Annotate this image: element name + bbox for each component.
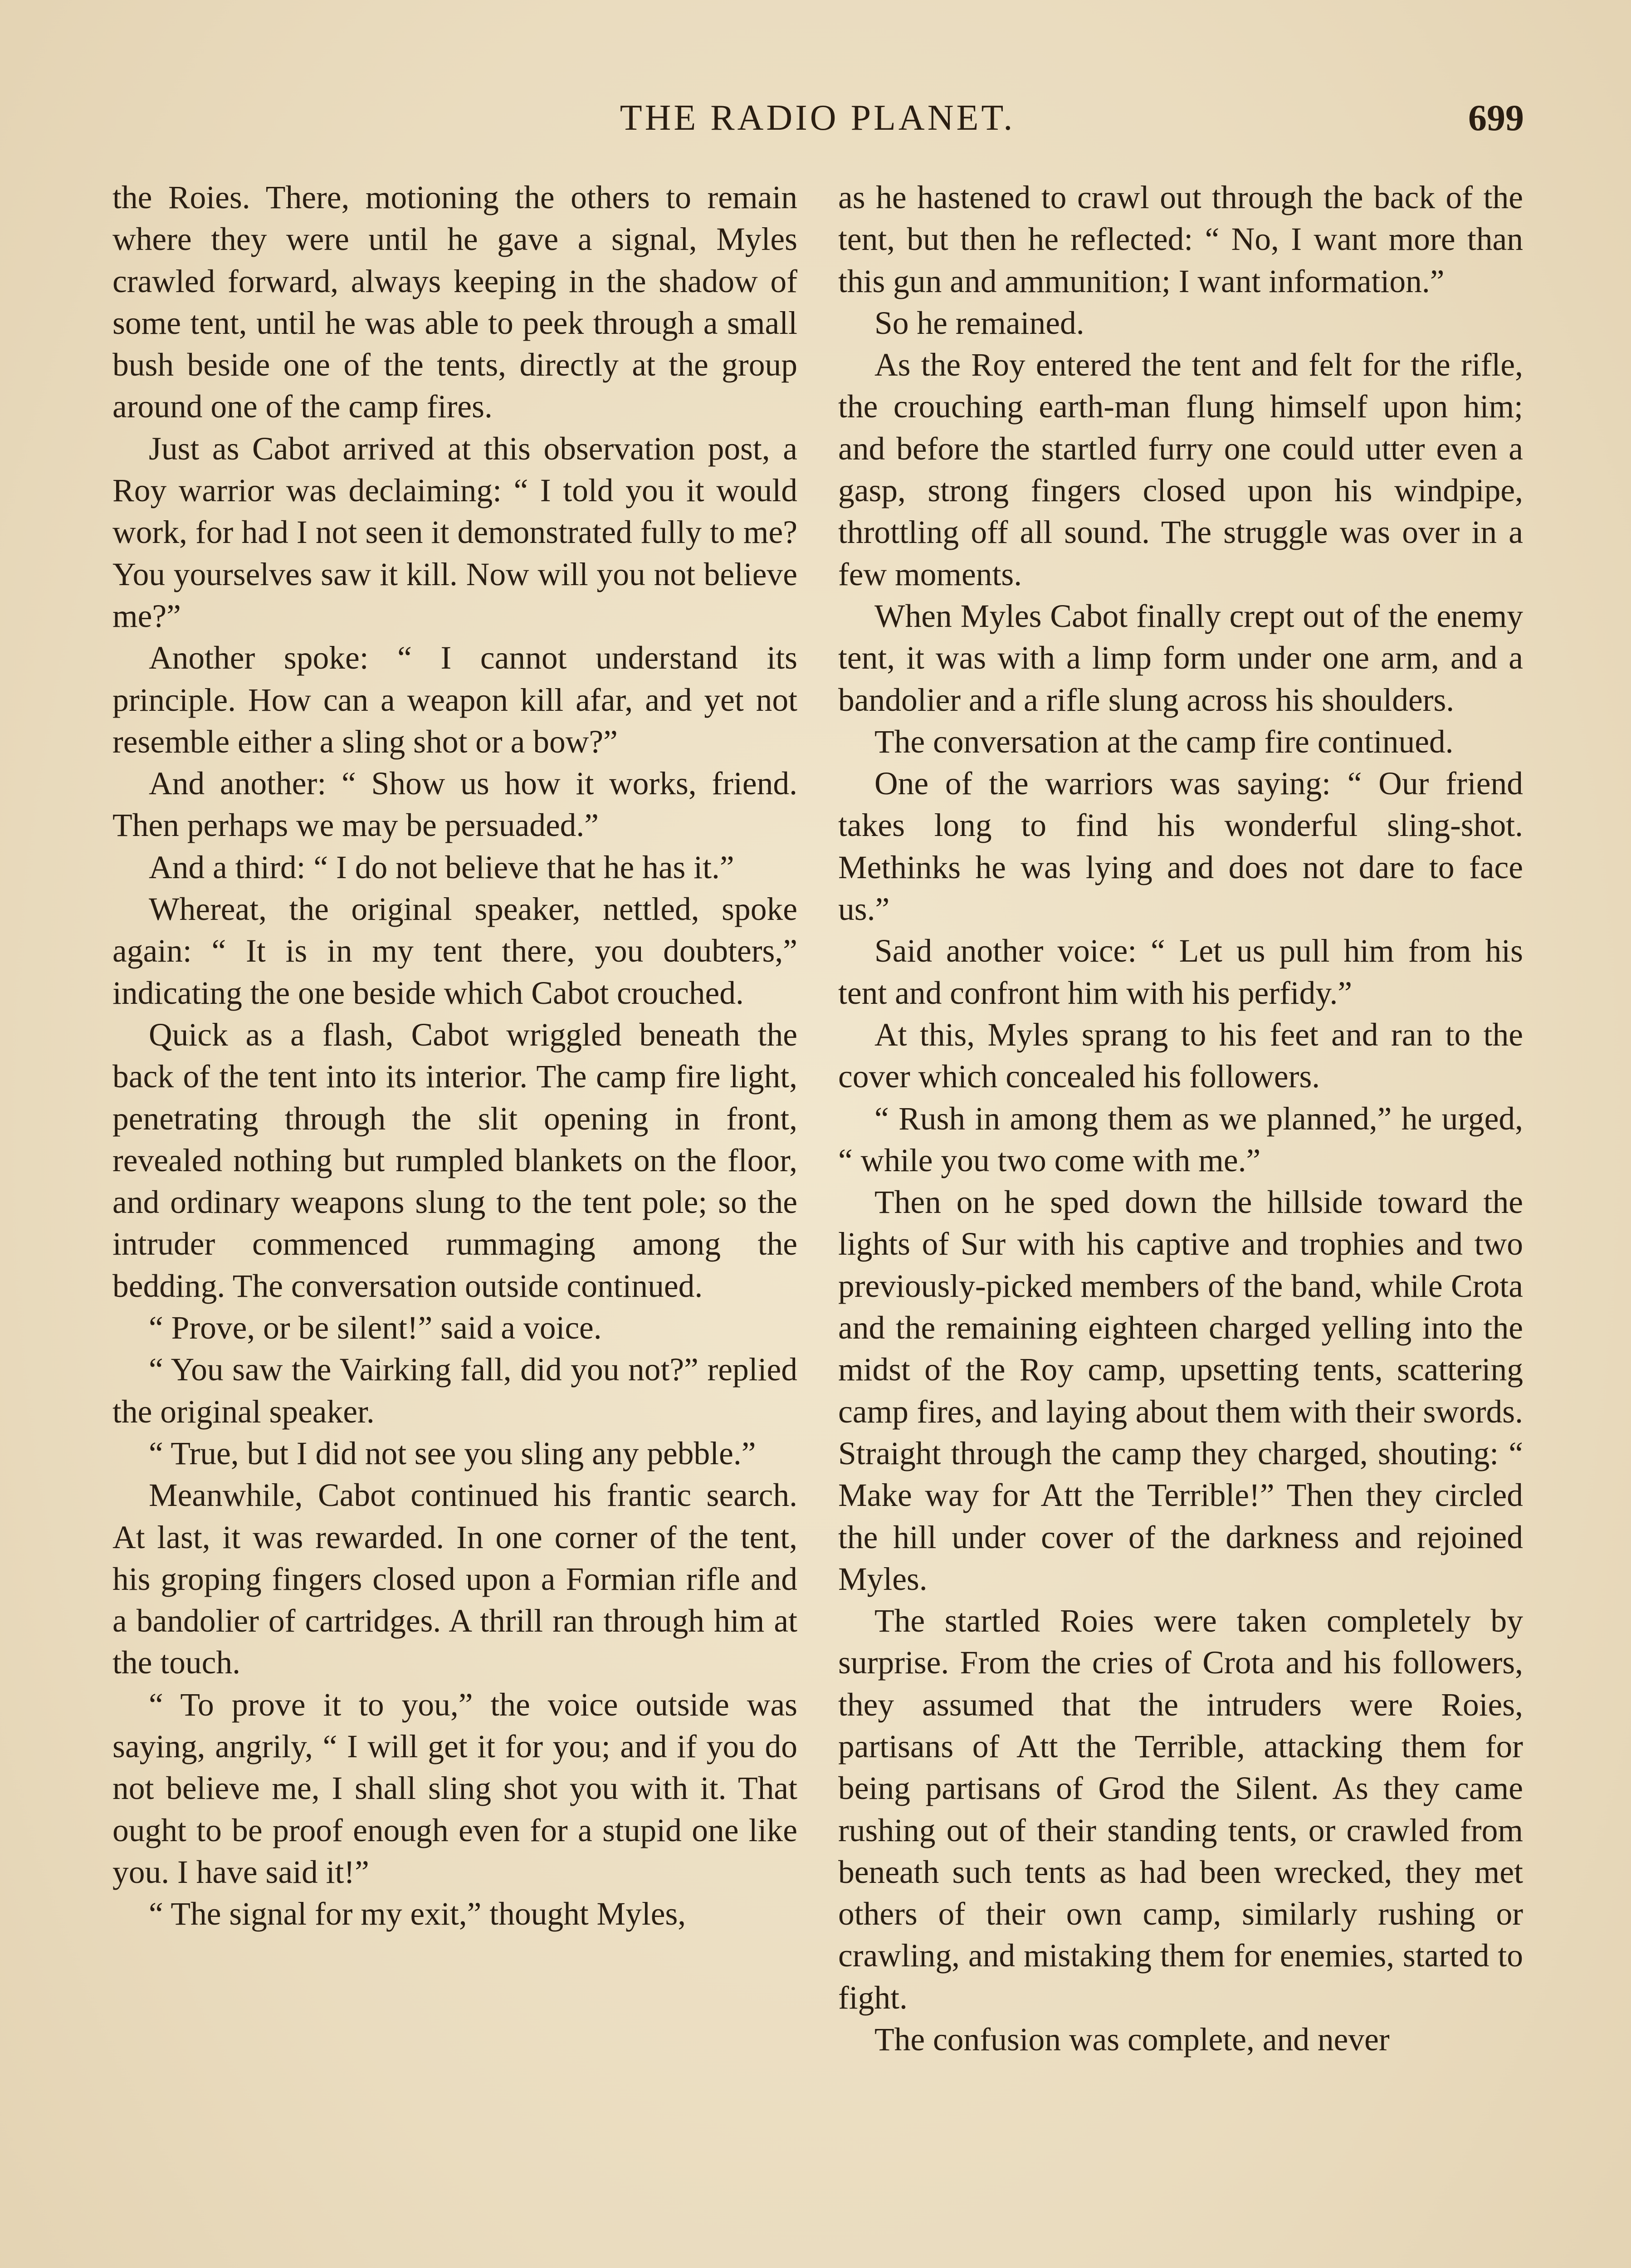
paragraph: Said another voice: “ Let us pull him from his tent and confront him with his perfidy.” (838, 933, 1523, 1011)
running-head: THE RADIO PLANET. (620, 98, 1016, 138)
paragraph: And a third: “ I do not believe that he has it.” (149, 849, 734, 885)
paragraph: as he hastened to crawl out through the back of the tent, but then he reflected: “ No, I want more than this gun and ammunition; I want information.” (838, 180, 1523, 299)
paragraph: So he remained. (874, 305, 1084, 341)
paragraph: “ True, but I did not see you sling any pebble.” (149, 1435, 756, 1471)
paragraph: Quick as a flash, Cabot wriggled beneath the back of the tent into its interior. The camp fire light, penetrating through the slit opening in front, revealed nothing but rumpled blankets on the floor, and ordinary weapons slung to the tent pole; so the intruder commenced rummaging among the bedding. The conversation outside continued. (112, 1017, 797, 1304)
paragraph: Another spoke: “ I cannot understand its principle. How can a weapon kill afar, and yet not resemble either a sling shot or a bow?” (112, 640, 797, 760)
page-number: 699 (1468, 97, 1524, 138)
paragraph: Meanwhile, Cabot continued his frantic search. At last, it was rewarded. In one corner of the tent, his groping fingers closed upon a Formian rifle and a bandolier of cartridges. A thrill ran through him at the touch. (112, 1477, 797, 1681)
paragraph: “ Prove, or be silent!” said a voice. (149, 1310, 602, 1346)
paragraph: And another: “ Show us how it works, friend. Then perhaps we may be persuaded.” (112, 766, 797, 844)
paragraph: The confusion was complete, and never (874, 2022, 1390, 2058)
paragraph: The startled Roies were taken completely by surprise. From the cries of Crota and his followers, they assumed that the intruders were Roies, partisans of Att the Terrible, attacking them for being partisans of Grod the Silent. As they came rushing out of their standing tents, or crawled from beneath such tents as had been wrecked, they met others of their own camp, similarly rushing or crawling, and mistaking them for enemies, started to fight. (838, 1603, 1523, 2016)
paragraph: One of the warriors was saying: “ Our friend takes long to find his wonderful sling-shot. Methinks he was lying and does not dare to face us.” (838, 766, 1523, 928)
paragraph: At this, Myles sprang to his feet and ran to the cover which concealed his followers. (838, 1017, 1523, 1095)
left-column (112, 177, 797, 1935)
paragraph: The conversation at the camp fire continued. (874, 723, 1454, 760)
paragraph: Then on he sped down the hillside toward the lights of Sur with his captive and trophies and two previously-picked members of the band, while Crota and the remaining eighteen charged yelling into the midst of the Roy camp, upsetting tents, scattering camp fires, and laying about them with their swords. Straight through the camp they charged, shouting: “ Make way for Att the Terrible!” Then they circled the hill under cover of the darkness and rejoined Myles. (838, 1184, 1523, 1597)
paragraph: the Roies. There, motioning the others to remain where they were until he gave a signal, Myles crawled forward, always keeping in the shadow of some tent, until he was able to peek through a small bush beside one of the tents, directly at the group around one of the camp fires. (112, 180, 797, 425)
paragraph: “ You saw the Vairking fall, did you not?” replied the original speaker. (112, 1352, 797, 1430)
paragraph: Just as Cabot arrived at this observation post, a Roy warrior was declaiming: “ I told you it would work, for had I not seen it demonstrated fully to me? You yourselves saw it kill. Now will you not believe me?” (112, 430, 797, 634)
paragraph: Whereat, the original speaker, nettled, spoke again: “ It is in my tent there, you doubters,” indicating the one beside which Cabot crouched. (112, 891, 797, 1011)
paragraph: “ The signal for my exit,” thought Myles, (149, 1896, 686, 1932)
paragraph: As the Roy entered the tent and felt for the rifle, the crouching earth-man flung himself upon him; and before the startled furry one could utter even a gasp, strong fingers closed upon his windpipe, throttling off all sound. The struggle was over in a few moments. (838, 347, 1523, 592)
paragraph: “ To prove it to you,” the voice outside was saying, angrily, “ I will get it for you; and if you do not believe me, I shall sling shot you with it. That ought to be proof enough even for a stupid one like you. I have said it!” (112, 1686, 797, 1890)
paragraph: When Myles Cabot finally crept out of the enemy tent, it was with a limp form under one arm, and a bandolier and a rifle slung across his shoulders. (838, 598, 1523, 718)
paragraph: “ Rush in among them as we planned,” he urged, “ while you two come with me.” (838, 1100, 1523, 1178)
page-header (111, 93, 1524, 143)
right-column (838, 177, 1523, 2061)
